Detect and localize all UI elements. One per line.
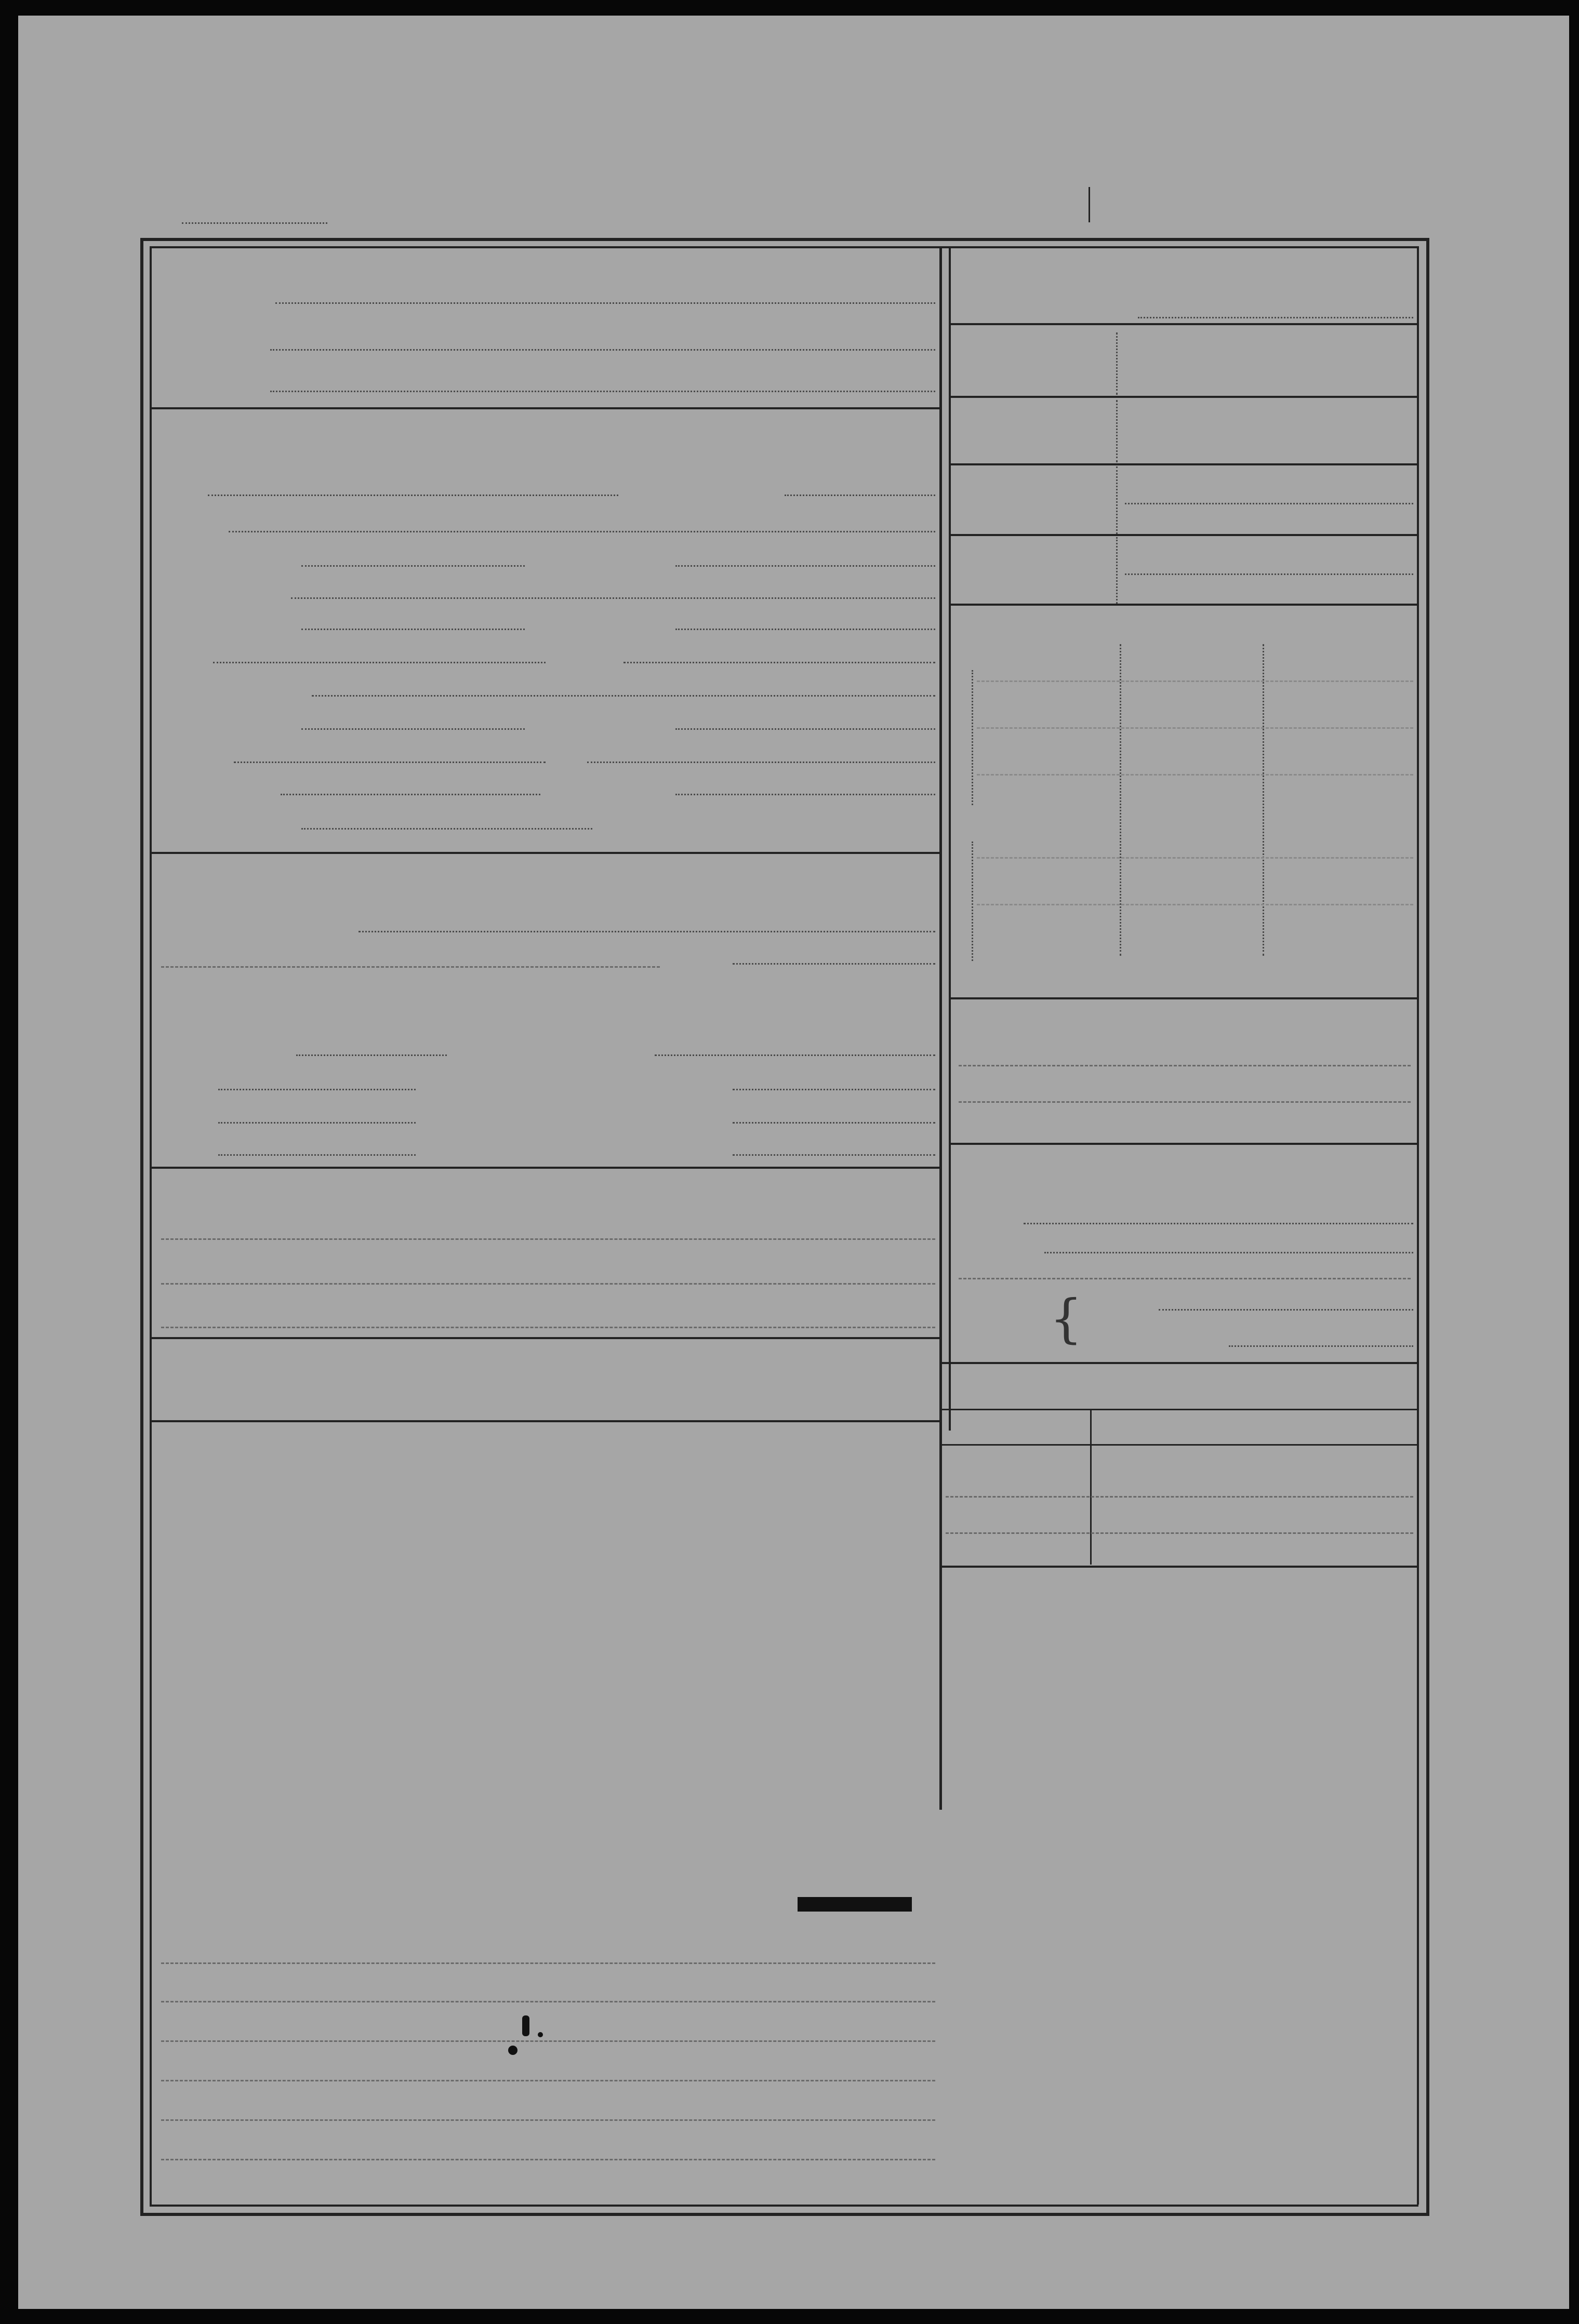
numero-identification-boxes bbox=[1089, 187, 1423, 222]
antecedents-table bbox=[156, 1501, 941, 2021]
motifs-struck-word bbox=[798, 1897, 912, 1912]
periodes-lines bbox=[946, 1621, 1413, 1818]
langues-brace: { bbox=[1050, 1288, 1083, 1349]
